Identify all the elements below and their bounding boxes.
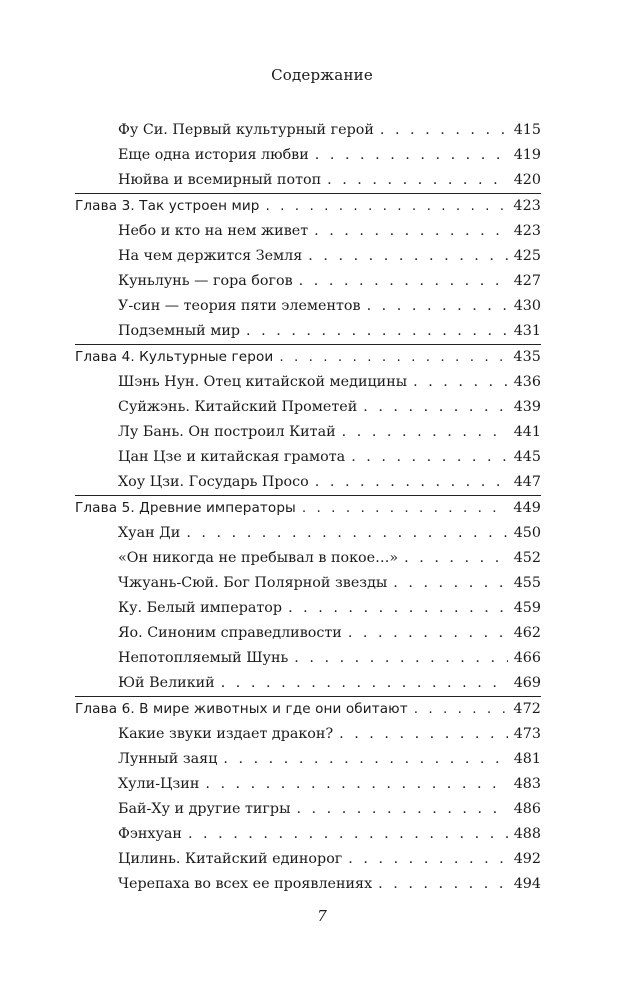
toc-entry-row [75, 747, 541, 772]
entry-page-number: 431 [513, 323, 541, 339]
dot-leader [221, 671, 508, 696]
toc-entry-row [75, 722, 541, 747]
entry-title: Нюйва и всемирный потоп [118, 172, 322, 188]
dot-leader [327, 168, 508, 193]
entry-title: Еще одна история любви [118, 147, 309, 163]
entry-page-number: 466 [513, 650, 541, 666]
toc-entry-row [75, 370, 541, 395]
entry-page-number: 481 [513, 751, 541, 767]
chapter-title: Глава 6. В мире животных и где они обитают [75, 701, 408, 717]
toc-entry-row [75, 671, 541, 696]
toc-entry-row [75, 143, 541, 168]
entry-title: Фэнхуан [118, 826, 182, 842]
toc-entry-row [75, 646, 541, 671]
entry-page-number: 449 [513, 500, 541, 516]
entry-title: Яо. Синоним справедливости [118, 625, 342, 641]
entry-page-number: 427 [513, 273, 541, 289]
entry-title: Лунный заяц [118, 751, 218, 767]
dot-leader [223, 747, 507, 772]
dot-leader [315, 143, 508, 168]
entry-title: Какие звуки издает дракон? [118, 726, 334, 742]
entry-page-number: 436 [513, 374, 541, 390]
entry-title: Чжуань-Сюй. Бог Полярной звезды [118, 575, 388, 591]
dot-leader [348, 621, 508, 646]
entry-title: Ку. Белый император [118, 600, 283, 616]
entry-title: Лу Бань. Он построил Китай [118, 424, 336, 440]
entry-page-number: 455 [513, 575, 541, 591]
toc-entry-row [75, 596, 541, 621]
dot-leader [413, 370, 508, 395]
dot-leader [314, 219, 508, 244]
toc-entry-row [75, 294, 541, 319]
dot-leader [279, 345, 507, 370]
chapter-title: Глава 5. Древние императоры [75, 500, 296, 516]
entry-title: Непотопляемый Шунь [118, 650, 289, 666]
dot-leader [315, 470, 508, 495]
entry-page-number: 450 [513, 525, 541, 541]
entry-title: Хоу Цзи. Государь Просо [118, 474, 309, 490]
toc-entry-row [75, 118, 541, 143]
entry-page-number: 469 [513, 675, 541, 691]
entry-page-number: 435 [513, 349, 541, 365]
toc-entry-row [75, 470, 541, 495]
entry-page-number: 452 [513, 550, 541, 566]
dot-leader [296, 797, 507, 822]
dot-leader [363, 395, 507, 420]
dot-leader [188, 822, 508, 847]
toc-entry-row [75, 546, 541, 571]
entry-title: Подземный мир [118, 323, 241, 339]
dot-leader [367, 294, 508, 319]
table-of-contents [75, 118, 541, 897]
entry-title: Хуан Ди [118, 525, 181, 541]
dot-leader [246, 319, 508, 344]
entry-page-number: 441 [513, 424, 541, 440]
entry-title: На чем держится Земля [118, 248, 303, 264]
toc-entry-row [75, 395, 541, 420]
toc-entry-row [75, 219, 541, 244]
toc-chapter-row [75, 344, 541, 370]
dot-leader [378, 872, 508, 897]
entry-page-number: 494 [513, 876, 541, 892]
dot-leader [393, 571, 507, 596]
dot-leader [266, 194, 508, 219]
entry-page-number: 447 [513, 474, 541, 490]
chapter-title: Глава 4. Культурные герои [75, 349, 274, 365]
entry-page-number: 472 [513, 701, 541, 717]
toc-entry-row [75, 319, 541, 344]
entry-page-number: 483 [513, 776, 541, 792]
page-number: 7 [317, 907, 327, 925]
dot-leader [342, 420, 508, 445]
entry-page-number: 459 [513, 600, 541, 616]
toc-entry-row [75, 621, 541, 646]
entry-page-number: 445 [513, 449, 541, 465]
entry-title: Шэнь Нун. Отец китайской медицины [118, 374, 408, 390]
toc-chapter-row [75, 696, 541, 722]
toc-entry-row [75, 420, 541, 445]
entry-page-number: 462 [513, 625, 541, 641]
entry-page-number: 430 [513, 298, 541, 314]
entry-page-number: 425 [513, 248, 541, 264]
toc-entry-row [75, 445, 541, 470]
dot-leader [351, 445, 508, 470]
toc-entry-row [75, 822, 541, 847]
entry-page-number: 439 [513, 399, 541, 415]
dot-leader [294, 646, 507, 671]
entry-title: Небо и кто на нем живет [118, 223, 309, 239]
entry-page-number: 415 [513, 122, 541, 138]
entry-page-number: 488 [513, 826, 541, 842]
dot-leader [348, 847, 507, 872]
dot-leader [308, 244, 507, 269]
page-header-title: Содержание [271, 66, 373, 84]
toc-entry-row [75, 521, 541, 546]
entry-title: Фу Си. Первый культурный герой [118, 122, 374, 138]
entry-title: Суйжэнь. Китайский Прометей [118, 399, 358, 415]
dot-leader [380, 118, 508, 143]
entry-page-number: 486 [513, 801, 541, 817]
toc-entry-row [75, 797, 541, 822]
entry-page-number: 492 [513, 851, 541, 867]
toc-entry-row [75, 847, 541, 872]
entry-title: У-син — теория пяти элементов [118, 298, 361, 314]
toc-entry-row [75, 872, 541, 897]
toc-chapter-row [75, 495, 541, 521]
entry-title: Цан Цзе и китайская грамота [118, 449, 346, 465]
dot-leader [404, 546, 508, 571]
entry-title: Куньлунь — гора богов [118, 273, 293, 289]
toc-entry-row [75, 244, 541, 269]
toc-entry-row [75, 772, 541, 797]
toc-entry-row [75, 571, 541, 596]
dot-leader [414, 697, 508, 722]
entry-title: «Он никогда не пребывал в покое…» [118, 550, 399, 566]
dot-leader [339, 722, 508, 747]
dot-leader [205, 772, 507, 797]
entry-title: Цилинь. Китайский единорог [118, 851, 343, 867]
entry-title: Хули-Цзин [118, 776, 200, 792]
dot-leader [302, 496, 508, 521]
toc-entry-row [75, 269, 541, 294]
dot-leader [299, 269, 508, 294]
entry-page-number: 420 [513, 172, 541, 188]
toc-entry-row [75, 168, 541, 193]
entry-title: Бай-Ху и другие тигры [118, 801, 291, 817]
entry-page-number: 473 [513, 726, 541, 742]
dot-leader [288, 596, 508, 621]
entry-title: Юй Великий [118, 675, 215, 691]
entry-page-number: 419 [513, 147, 541, 163]
entry-page-number: 423 [513, 223, 541, 239]
entry-page-number: 423 [513, 198, 541, 214]
toc-chapter-row [75, 193, 541, 219]
dot-leader [186, 521, 507, 546]
chapter-title: Глава 3. Так устроен мир [75, 198, 260, 214]
entry-title: Черепаха во всех ее проявлениях [118, 876, 373, 892]
